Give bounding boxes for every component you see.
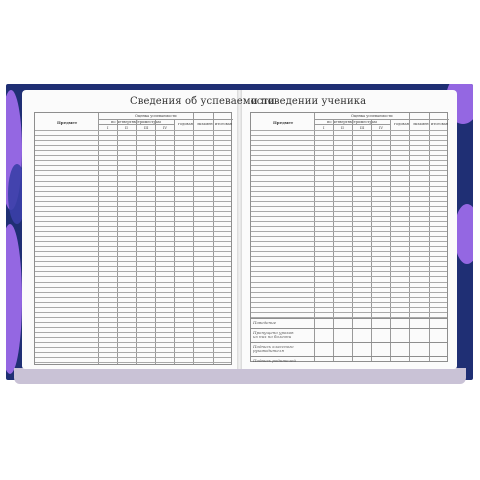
row-rule	[251, 140, 447, 141]
page-title-left: Сведения об успеваемости	[130, 96, 275, 107]
page-edge-shadow	[14, 368, 466, 384]
row-rule	[35, 282, 231, 283]
row-rule	[35, 251, 231, 252]
row-rule	[35, 357, 231, 358]
book-gutter	[237, 90, 242, 369]
row-rule	[251, 175, 447, 176]
row-rule	[35, 201, 231, 202]
row-rule	[251, 135, 447, 136]
row-rule	[35, 135, 231, 136]
row-rule	[35, 317, 231, 318]
row-rule	[35, 302, 231, 303]
row-rule	[35, 352, 231, 353]
header-q2: II	[125, 125, 128, 130]
row-rule	[35, 191, 231, 192]
row-rule	[251, 221, 447, 222]
row-rule	[35, 196, 231, 197]
row-rule	[35, 342, 231, 343]
row-rule	[251, 216, 447, 217]
row-rule	[35, 287, 231, 288]
section-rule	[251, 318, 447, 319]
row-rule	[251, 282, 447, 283]
row-rule	[251, 271, 447, 272]
row-rule	[251, 211, 447, 212]
grades-table-right	[250, 112, 448, 362]
row-rule	[35, 332, 231, 333]
header-q2: II	[341, 125, 344, 130]
header-q1: I	[107, 125, 109, 130]
grades-table-left	[34, 112, 232, 365]
row-rule	[35, 130, 231, 131]
header-exam: экзамен	[413, 122, 429, 126]
header-rule	[98, 124, 174, 125]
row-rule	[251, 261, 447, 262]
header-annual: годовая	[394, 122, 409, 126]
row-rule	[251, 186, 447, 187]
row-rule	[35, 266, 231, 267]
row-rule	[35, 241, 231, 242]
header-rule	[98, 119, 233, 120]
row-label-teacher-sign: Подпись классного руководителя	[253, 344, 294, 354]
header-annual: годовая	[178, 122, 193, 126]
row-rule	[35, 236, 231, 237]
row-rule	[35, 206, 231, 207]
header-rule	[314, 119, 449, 120]
row-rule	[35, 327, 231, 328]
row-rule	[35, 271, 231, 272]
row-rule	[35, 175, 231, 176]
row-rule	[251, 266, 447, 267]
row-rule	[251, 231, 447, 232]
row-rule	[35, 312, 231, 313]
row-rule	[35, 246, 231, 247]
row-rule	[251, 246, 447, 247]
row-rule	[35, 322, 231, 323]
row-rule	[35, 216, 231, 217]
page-title-right: и поведении ученика	[251, 96, 367, 107]
row-rule	[251, 160, 447, 161]
header-final: итоговая	[431, 122, 449, 126]
row-rule	[251, 236, 447, 237]
header-q4: IV	[163, 125, 168, 130]
header-rule	[314, 124, 390, 125]
header-exam: экзамен	[197, 122, 213, 126]
header-q1: I	[323, 125, 325, 130]
section-rule	[251, 356, 447, 357]
row-rule	[35, 226, 231, 227]
header-grades: Оценка успеваемости	[135, 114, 177, 118]
row-label-behavior: Поведение	[253, 320, 277, 325]
row-rule	[35, 297, 231, 298]
row-rule	[251, 241, 447, 242]
row-rule	[35, 231, 231, 232]
cover-pattern	[6, 224, 22, 374]
row-rule	[251, 302, 447, 303]
row-rule	[251, 181, 447, 182]
row-rule	[251, 287, 447, 288]
row-rule	[35, 337, 231, 338]
header-period: по четвертям/триместрам	[111, 120, 161, 124]
section-rule	[251, 328, 447, 329]
row-label-parent-sign: Подпись родителей	[253, 358, 297, 363]
row-rule	[35, 140, 231, 141]
row-rule	[251, 155, 447, 156]
header-grades: Оценка успеваемости	[351, 114, 393, 118]
row-rule	[251, 292, 447, 293]
row-rule	[35, 170, 231, 171]
row-rule	[35, 347, 231, 348]
row-rule	[35, 145, 231, 146]
header-period: по четвертям/триместрам	[327, 120, 377, 124]
row-rule	[251, 196, 447, 197]
row-rule	[35, 181, 231, 182]
header-q3: III	[144, 125, 149, 130]
header-subject: Предмет	[57, 120, 78, 125]
row-rule	[251, 201, 447, 202]
row-rule	[35, 186, 231, 187]
row-rule	[251, 226, 447, 227]
row-rule	[35, 292, 231, 293]
row-rule	[251, 307, 447, 308]
row-rule	[251, 297, 447, 298]
row-rule	[251, 251, 447, 252]
row-rule	[35, 155, 231, 156]
row-rule	[35, 276, 231, 277]
row-rule	[35, 362, 231, 363]
row-rule	[251, 165, 447, 166]
header-subject: Предмет	[273, 120, 294, 125]
row-rule	[251, 276, 447, 277]
row-rule	[35, 221, 231, 222]
header-final: итоговая	[215, 122, 233, 126]
row-rule	[251, 191, 447, 192]
header-q3: III	[360, 125, 365, 130]
row-rule	[251, 170, 447, 171]
row-rule	[251, 130, 447, 131]
row-rule	[35, 256, 231, 257]
row-label-missed: Пропущено уроков из них по болезни	[253, 330, 294, 340]
row-rule	[251, 150, 447, 151]
row-rule	[251, 206, 447, 207]
row-rule	[251, 312, 447, 313]
header-q4: IV	[379, 125, 384, 130]
row-rule	[251, 256, 447, 257]
row-rule	[35, 261, 231, 262]
row-rule	[35, 150, 231, 151]
section-rule	[251, 342, 447, 343]
row-rule	[35, 211, 231, 212]
row-rule	[35, 160, 231, 161]
row-rule	[35, 307, 231, 308]
row-rule	[35, 165, 231, 166]
row-rule	[251, 145, 447, 146]
